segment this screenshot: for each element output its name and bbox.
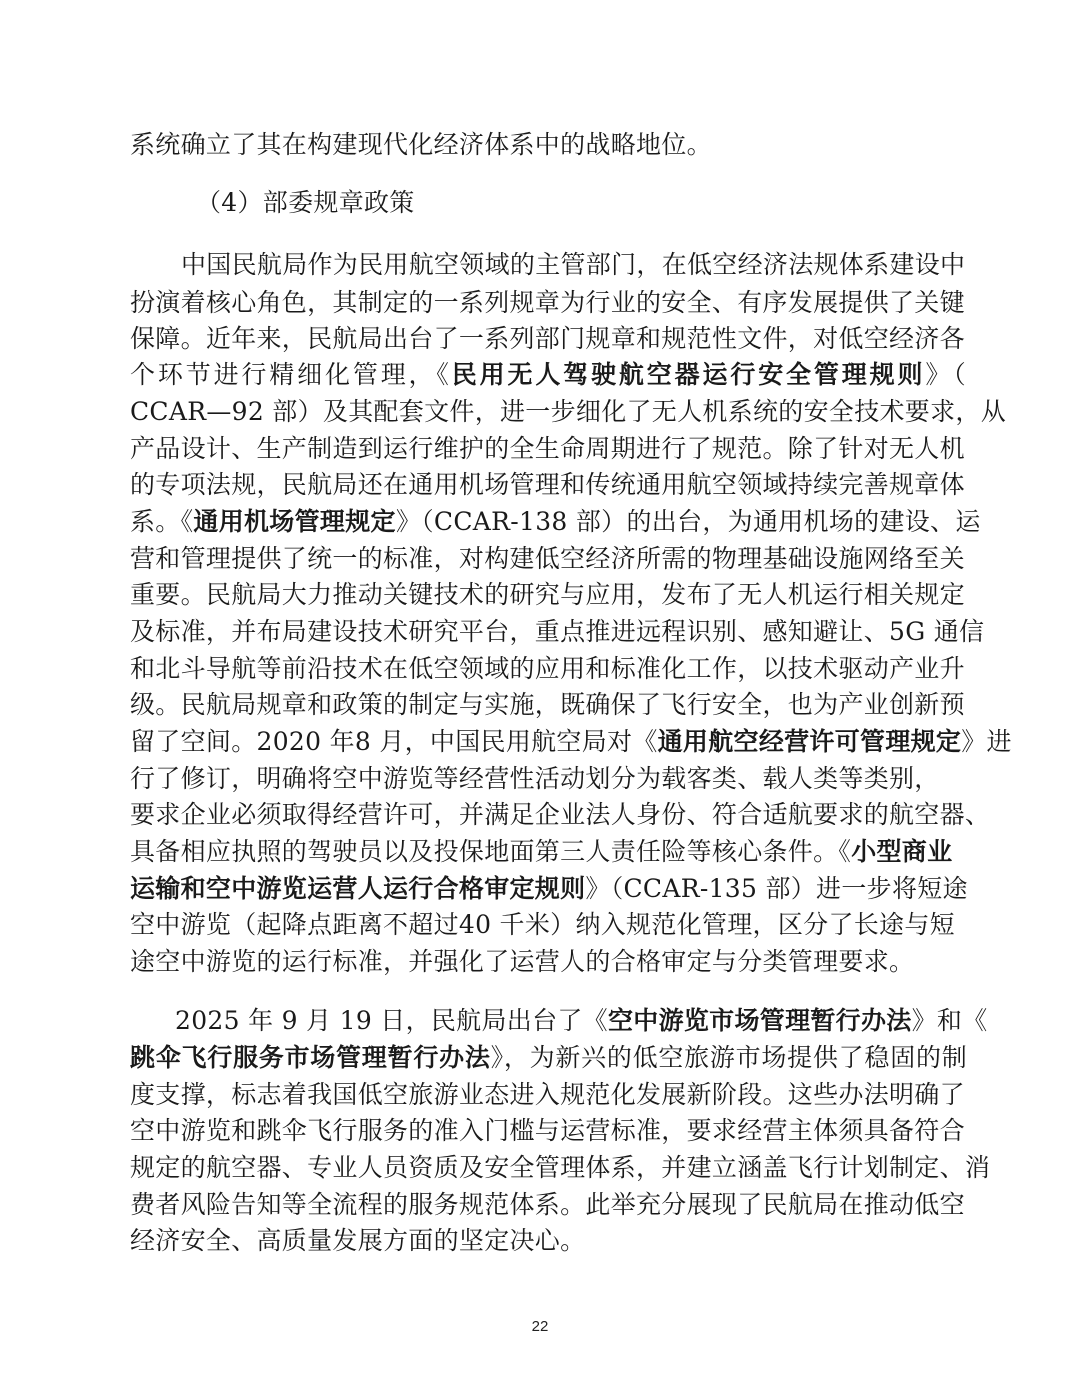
text-line bbox=[130, 395, 1006, 429]
text-segment: 产品设计、生产制造到运行维护的全生命周期进行了规范。除了针对无人机 bbox=[130, 434, 965, 463]
text-segment: 》（ bbox=[925, 360, 966, 389]
text-segment: 具备相应执照的驾驶员以及投保地面第三人责任险等核心条件。《 bbox=[130, 837, 852, 866]
text-segment: 和北斗导航等前沿技术在低空领域的应用和标准化工作，以技术驱动产业升 bbox=[130, 654, 965, 683]
text-segment: 中国民航局作为民用航空领域的主管部门，在低空经济法规体系建设中 bbox=[181, 250, 966, 279]
text-segment: 及标准，并布局建设技术研究平台，重点推进远程识别、感知避让、5G 通信 bbox=[130, 617, 985, 646]
text-segment: 要求企业必须取得经营许可，并满足企业法人身份、符合适航要求的航空器、 bbox=[130, 800, 991, 829]
text-line bbox=[130, 322, 965, 356]
text-line bbox=[130, 835, 952, 869]
text-line bbox=[130, 615, 985, 649]
text-segment: 规定的航空器、专业人员资质及安全管理体系，并建立涵盖飞行计划制定、消 bbox=[130, 1153, 991, 1182]
bold-title-text: 运输和空中游览运营人运行合格审定规则 bbox=[130, 874, 586, 903]
bold-title-text: 通用机场管理规定 bbox=[193, 507, 396, 536]
text-segment: 2025 年 9 月 19 日，民航局出台了《 bbox=[175, 1006, 608, 1035]
text-line bbox=[130, 578, 965, 612]
text-line bbox=[130, 505, 981, 539]
text-segment: 保障。近年来，民航局出台了一系列部门规章和规范性文件，对低空经济各 bbox=[130, 324, 965, 353]
text-line bbox=[130, 688, 965, 722]
text-segment: 》，为新兴的低空旅游市场提供了稳固的制 bbox=[490, 1043, 968, 1072]
text-line bbox=[130, 128, 712, 162]
text-segment: 》进 bbox=[961, 727, 1012, 756]
text-segment: 营和管理提供了统一的标准，对构建低空经济所需的物理基础设施网络至关 bbox=[130, 544, 965, 573]
text-segment: CCAR—92 部）及其配套文件，进一步细化了无人机系统的安全技术要求，从 bbox=[130, 397, 1006, 426]
text-line bbox=[130, 945, 914, 979]
bold-title-text: 民用无人驾驶航空器运行安全管理规则 bbox=[451, 360, 926, 389]
text-segment: 经济安全、高质量发展方面的坚定决心。 bbox=[130, 1226, 586, 1255]
text-segment: 途空中游览的运行标准，并强化了运营人的合格审定与分类管理要求。 bbox=[130, 947, 915, 976]
text-line bbox=[130, 1224, 585, 1258]
text-line bbox=[130, 762, 940, 796]
text-line bbox=[130, 542, 965, 576]
text-line bbox=[130, 1114, 965, 1148]
text-segment: （4）部委规章政策 bbox=[196, 188, 415, 217]
text-segment: 》和《 bbox=[911, 1006, 988, 1035]
text-segment: 》（CCAR-138 部）的出台，为通用机场的建设、运 bbox=[395, 507, 981, 536]
text-line bbox=[130, 1041, 967, 1075]
bold-title-text: 通用航空经营许可管理规定 bbox=[657, 727, 962, 756]
text-segment: 空中游览和跳伞飞行服务的准入门槛与运营标准，要求经营主体须具备符合 bbox=[130, 1116, 965, 1145]
text-line bbox=[130, 908, 955, 942]
text-segment: 重要。民航局大力推动关键技术的研究与应用，发布了无人机运行相关规定 bbox=[130, 580, 965, 609]
text-segment: 留了空间。2020 年8 月，中国民用航空局对《 bbox=[130, 727, 658, 756]
text-line bbox=[175, 1004, 988, 1038]
text-line bbox=[130, 652, 965, 686]
text-segment: 》（CCAR-135 部）进一步将短途 bbox=[585, 874, 968, 903]
text-segment: 度支撑，标志着我国低空旅游业态进入规范化发展新阶段。这些办法明确了 bbox=[130, 1080, 965, 1109]
text-segment: 个环节进行精细化管理，《 bbox=[130, 360, 452, 389]
text-segment: 的专项法规，民航局还在通用机场管理和传统通用航空领域持续完善规章体 bbox=[130, 470, 965, 499]
text-line bbox=[181, 248, 966, 282]
text-line bbox=[130, 1188, 965, 1222]
text-segment: 费者风险告知等全流程的服务规范体系。此举充分展现了民航局在推动低空 bbox=[130, 1190, 965, 1219]
text-segment: 行了修订，明确将空中游览等经营性活动划分为载客类、载人类等类别， bbox=[130, 764, 940, 793]
text-line bbox=[130, 1151, 991, 1185]
bold-title-text: 空中游览市场管理暂行办法 bbox=[607, 1006, 912, 1035]
text-segment: 系。《 bbox=[130, 507, 194, 536]
text-line bbox=[130, 798, 991, 832]
bold-title-text: 小型商业 bbox=[851, 837, 953, 866]
text-line bbox=[130, 432, 965, 466]
text-line bbox=[130, 1078, 965, 1112]
text-line bbox=[196, 186, 415, 220]
text-segment: 级。民航局规章和政策的制定与实施，既确保了飞行安全，也为产业创新预 bbox=[130, 690, 965, 719]
text-segment: 空中游览（起降点距离不超过40 千米）纳入规范化管理，区分了长途与短 bbox=[130, 910, 955, 939]
text-line bbox=[130, 872, 968, 906]
text-line bbox=[130, 286, 965, 320]
text-segment: 扮演着核心角色，其制定的一系列规章为行业的安全、有序发展提供了关键 bbox=[130, 288, 965, 317]
page-number: 22 bbox=[531, 1318, 549, 1335]
text-line bbox=[130, 468, 965, 502]
text-segment: 系统确立了其在构建现代化经济体系中的战略地位。 bbox=[130, 130, 712, 159]
bold-title-text: 跳伞飞行服务市场管理暂行办法 bbox=[130, 1043, 491, 1072]
text-line bbox=[130, 725, 1012, 759]
text-line bbox=[130, 358, 966, 392]
